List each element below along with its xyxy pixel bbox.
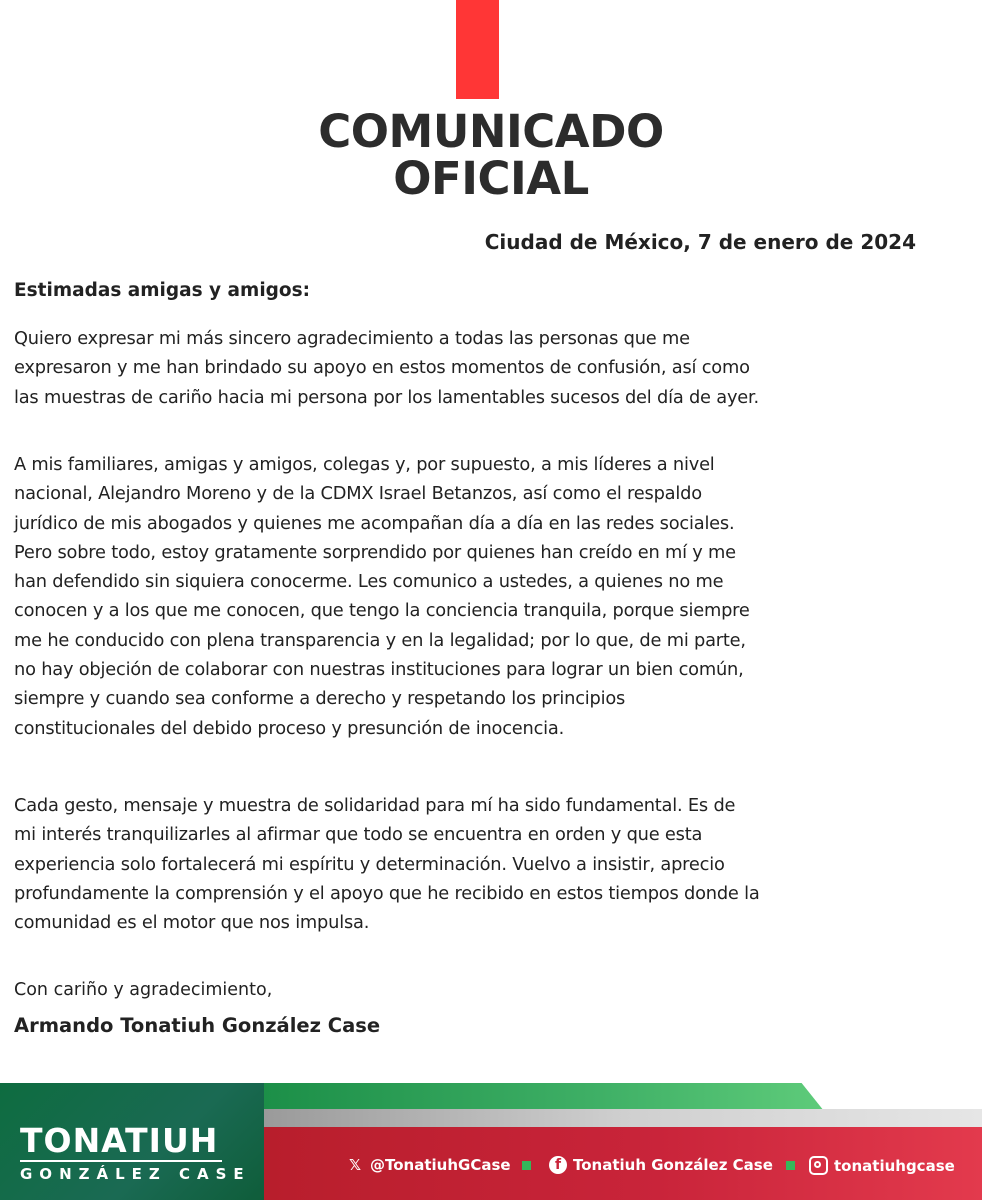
footer-banner: [0, 1083, 982, 1200]
bullet-square: [786, 1161, 795, 1170]
bullet-square: [522, 1161, 531, 1170]
text-line: Quiero expresar mi más sincero agradecimiento a todas las personas que me: [14, 328, 690, 349]
text-line: A mis familiares, amigas y amigos, colegas y, por supuesto, a mis líderes a nivel: [14, 454, 715, 475]
text-line: conocen y a los que me conocen, que tengo la conciencia tranquila, porque siempre: [14, 600, 750, 622]
instagram-icon: [809, 1156, 828, 1175]
date-line: Ciudad de México, 7 de enero de 2024: [484, 230, 916, 254]
text-line: mi interés tranquilizarles al afirmar que todo se encuentra en orden y que esta: [14, 824, 703, 846]
text-line: siempre y cuando sea conforme a derecho y respetando los principios: [14, 688, 626, 710]
brand-divider: [20, 1160, 222, 1162]
text-line: expresaron y me han brindado su apoyo en estos momentos de confusión, así como: [14, 357, 750, 379]
text-line: experiencia solo fortalecerá mi espíritu y determinación. Vuelvo a insistir, aprecio: [14, 853, 725, 875]
paragraph-3: [14, 791, 954, 937]
brand-subtitle: GONZÁLEZ CASE: [20, 1165, 251, 1183]
page-title: [0, 105, 982, 205]
facebook-link[interactable]: [549, 1156, 773, 1174]
text-line: no hay objeción de colaborar con nuestras instituciones para lograr un bien común,: [14, 659, 744, 681]
text-line: profundamente la comprensión y el apoyo que he recibido en estos tiempos donde la: [14, 882, 760, 904]
text-line: nacional, Alejandro Moreno y de la CDMX Israel Betanzos, así como el respaldo: [14, 483, 702, 505]
text-line: comunidad es el motor que nos impulsa.: [14, 912, 370, 934]
text-line: Cada gesto, mensaje y muestra de solidaridad para mí ha sido fundamental. Es de: [14, 795, 736, 816]
facebook-name: Tonatiuh González Case: [573, 1156, 773, 1174]
x-link[interactable]: [346, 1156, 511, 1174]
text-line: las muestras de cariño hacia mi persona por los lamentables sucesos del día de ayer.: [14, 386, 759, 408]
text-line: han defendido sin siquiera conocerme. Les comunico a ustedes, a quienes no me: [14, 571, 724, 593]
brand-name: TONATIUH: [20, 1121, 219, 1160]
text-line: me he conducido con plena transparencia y en la legalidad; por lo que, de mi parte,: [14, 629, 746, 651]
text-line: constitucionales del debido proceso y presunción de inocencia.: [14, 717, 565, 739]
closing-line: Con cariño y agradecimiento,: [14, 980, 273, 1000]
title-line-1: COMUNICADO: [318, 105, 664, 158]
text-line: Pero sobre todo, estoy gratamente sorprendido por quienes han creído en mí y me: [14, 541, 736, 563]
facebook-icon: f: [549, 1156, 567, 1174]
signature: Armando Tonatiuh González Case: [14, 1014, 381, 1037]
paragraph-2: [14, 450, 954, 743]
x-icon: 𝕏: [348, 1156, 362, 1174]
instagram-link[interactable]: [809, 1156, 955, 1175]
greeting: Estimadas amigas y amigos:: [14, 280, 311, 301]
x-handle: @TonatiuhGCase: [370, 1156, 511, 1174]
instagram-handle: tonatiuhgcase: [834, 1156, 955, 1175]
text-line: jurídico de mis abogados y quienes me acompañan día a día en las redes sociales.: [14, 512, 735, 534]
green-stripe: [264, 1083, 824, 1111]
paragraph-1: [14, 324, 954, 412]
title-line-2: OFICIAL: [393, 152, 589, 205]
header-accent-bar: [456, 0, 499, 99]
brand-logo: [0, 1083, 264, 1200]
